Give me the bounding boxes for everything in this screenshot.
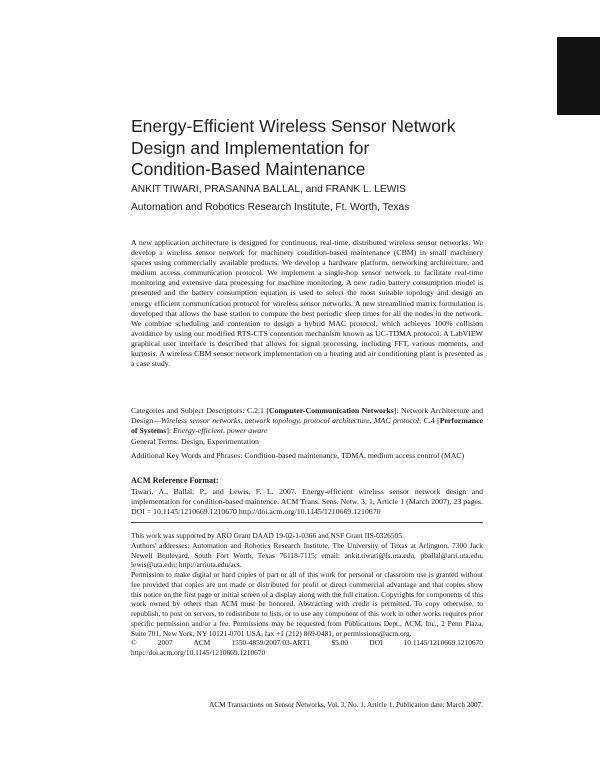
category-performance-of-systems: Performance of Systems	[131, 416, 483, 436]
categories-subjects: Energy-efficient, power aware	[173, 426, 268, 436]
footnote-block	[131, 531, 483, 658]
author-affiliation: Automation and Robotics Research Institute, Ft. Worth, Texas	[131, 202, 410, 213]
categories-descriptors	[131, 406, 483, 436]
categories-text: ]: Network Architecture and Design—	[131, 406, 483, 426]
keywords: Additional Key Words and Phrases: Condition-based maintenance, TDMA, medium access control (MAC)	[131, 451, 465, 460]
categories-text: ; C.4 [	[419, 416, 440, 426]
footnote-divider	[131, 522, 483, 523]
categories-text: ]:	[166, 426, 174, 436]
acm-reference-heading: ACM Reference Format:	[131, 476, 219, 485]
title-line: Energy-Efficient Wireless Sensor Network	[131, 116, 456, 136]
title-line: Condition-Based Maintenance	[131, 159, 366, 179]
permission-notice: Permission to make digital or hard copies of part or all of this work for personal or classroom use is granted without fee provided that copies are not made or distributed for profit or direct commercial advantage and that copies show this notice on the first page or initial screen of a display along with the full citation. Copyrights for components of this work owned by others than ACM must be honored. Abstracting with credit is permitted. To copy otherwise, to republish, to post on servers, to redistribute to lists, or to use any component of this work in other works requires prior specific permission and/or a fee. Permissions may be requested from Publications Dept., ACM, Inc., 2 Penn Plaza, Suite 701, New York, NY 10121-0701 USA, fax +1 (212) 869-0481, or permissions@acm.org.	[131, 570, 483, 638]
category-computer-communication-networks: Computer-Communication Networks	[268, 406, 394, 415]
author-list: ANKIT TIWARI, PRASANNA BALLAL, and FRANK L. LEWIS	[131, 184, 406, 195]
section-tab-marker	[557, 37, 600, 115]
running-footer: ACM Transactions on Sensor Networks, Vol. 3, No. 1, Article 1, Publication date: March 2007.	[209, 701, 483, 709]
acm-reference-citation: Tiwari, A., Ballal, P., and Lewis, F. L. 2007. Energy-efficient wireless sensor network design and implementation for condition-based maintence. ACM Trans. Sens. Netw. 3, 1, Article 1 (March 2007), 23 pages. DOI = 10.1145/1210669.1210670 http://doi.acm.org/10.1145/1210669.1210670	[131, 487, 483, 517]
paper-title	[131, 116, 456, 181]
categories-subjects: Wireless sensor networks, network topology, protocol architecture, MAC protocol	[160, 416, 420, 426]
abstract: A new application architecture is designed for continuous, real-time, distributed wireless sensor networks. We develop a wireless sensor network for machinery condition-based maintenance (CBM) in small machinery spaces using commercially available products. We develop a hardware platform, networking architecture, and medium access communication protocol. We implement a single-hop sensor network to facilitate real-time monitoring and extensive data processing for machine monitoring. A new radio battery consumption model is presented and the battery consumption equation is used to select the most suitable topology and design an energy efficient communication protocol for wireless sensor networks. A new streamlined matrix formulation is developed that allows the base station to compute the best periodic sleep times for all the nodes in the network. We combine scheduling and contention to design a hybrid MAC protocol, which achieves 100% collision avoidance by using our modified RTS-CTS contention mechanism known as UC-TDMA protocol. A LabVIEW graphical user interface is described that allows for signal processing, including FFT, various moments, and kurtosis. A wireless CBM sensor network implementation on a heating and air conditioning plant is presented as a case study.	[131, 238, 483, 369]
categories-prefix: Categories and Subject Descriptors: C.2.1 [	[131, 406, 269, 415]
copyright-line: © 2007 ACM 1550-4859/2007/03-ART1 $5.00 DOI 10.1145/1210669.1210670 http://doi.acm.org/10.1145/1210669.1210670	[131, 638, 483, 657]
general-terms: General Terms: Design, Experimentation	[131, 437, 259, 446]
authors-addresses: Authors' addresses: Automation and Robotics Research Institute, The University of Texas at Arlington, 7300 Jack Newell Boulevard, South Fort Worth, Texas 76118-7115; email: ankit.tiwari@fs.uta.edu, pballal@arri.uta.edu, lewis@uta.edu; http://arriuta.edu/acs.	[131, 540, 483, 570]
title-line: Design and Implementation for	[131, 137, 370, 158]
funding-note: This work was supported by ARO Grant DAAD 19-02-1-0366 and NSF Grant IIS-0326505.	[131, 531, 404, 540]
